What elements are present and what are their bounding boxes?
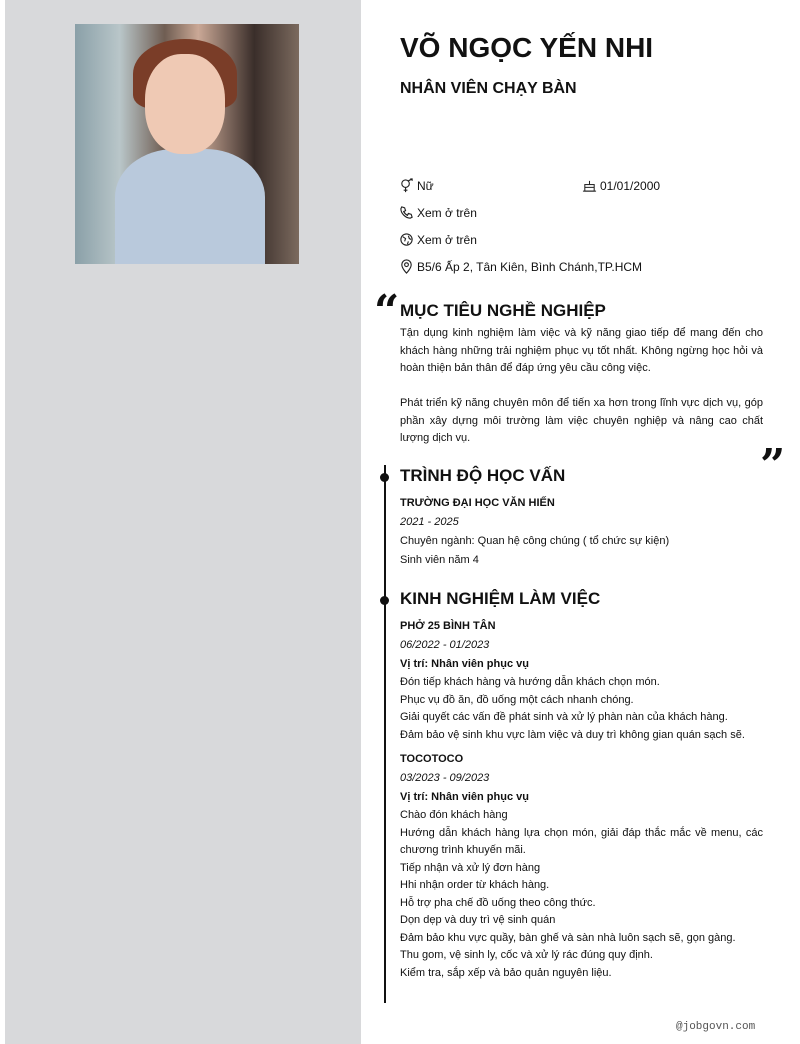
phone-row xyxy=(399,205,477,220)
email-row xyxy=(399,232,477,247)
job-duty: Phục vụ đồ ăn, đồ uống một cách nhanh chóng. xyxy=(400,693,634,706)
birthday-row xyxy=(582,178,660,193)
phone-value: Xem ở trên xyxy=(417,205,477,220)
job-entry xyxy=(400,750,763,982)
job-duty: Tiếp nhận và xử lý đơn hàng xyxy=(400,861,541,874)
globe-icon xyxy=(399,232,414,247)
email-value: Xem ở trên xyxy=(417,232,477,247)
objective-paragraph-1: Tận dụng kinh nghiệm làm việc và kỹ năng giao tiếp để mang đến cho khách hàng những trải nghiệm phục vụ tốt nhất. Không ngừng học hỏi và hoàn thiện bản thân để đáp ứng yêu cầu công việc. xyxy=(400,327,763,374)
job-duty: Chào đón khách hàng xyxy=(400,809,508,821)
job-duty: Dọn dẹp và duy trì vệ sinh quán xyxy=(400,914,556,926)
job-duty: Đảm bảo vệ sinh khu vực làm việc và duy trì không gian quán sạch sẽ. xyxy=(400,728,745,741)
phone-icon xyxy=(399,205,414,220)
job-title: NHÂN VIÊN CHẠY BÀN xyxy=(400,80,577,97)
close-quote-icon: ” xyxy=(760,440,786,491)
gender-value: Nữ xyxy=(417,178,434,193)
job-duty: Hhi nhận order từ khách hàng. xyxy=(400,879,550,891)
gender-row xyxy=(399,178,434,193)
job-position: Vị trí: Nhân viên phục vụ xyxy=(400,791,529,803)
education-line: Chuyên ngành: Quan hệ công chúng ( tổ chức sự kiện) xyxy=(400,535,670,547)
job-duty: Hướng dẫn khách hàng lựa chọn món, giải đáp thắc mắc về menu, các chương trình khuyến mãi. xyxy=(400,826,763,856)
education-heading: TRÌNH ĐỘ HỌC VẤN xyxy=(400,466,566,485)
education-section xyxy=(400,466,763,570)
company-name: PHỞ 25 BÌNH TÂN xyxy=(400,620,496,632)
experience-section xyxy=(400,589,763,982)
job-duty: Đảm bảo khu vực quầy, bàn ghế và sàn nhà luôn sạch sẽ, gọn gàng. xyxy=(400,931,736,944)
job-duty: Giải quyết các vấn đề phát sinh và xử lý phàn nàn của khách hàng. xyxy=(400,711,728,723)
education-line: Sinh viên năm 4 xyxy=(400,554,479,566)
timeline-dot xyxy=(380,596,389,605)
experience-heading: KINH NGHIỆM LÀM VIỆC xyxy=(400,589,601,608)
address-row xyxy=(399,259,642,274)
company-name: TOCOTOCO xyxy=(400,753,464,765)
job-duty: Kiểm tra, sắp xếp và bảo quản nguyên liệu. xyxy=(400,966,612,979)
candidate-name: VÕ NGỌC YẾN NHI xyxy=(400,32,654,63)
gender-icon xyxy=(399,178,414,193)
education-period: 2021 - 2025 xyxy=(400,516,459,528)
watermark: @jobgovn.com xyxy=(676,1021,756,1033)
job-duty: Thu gom, vệ sinh ly, cốc và xử lý rác đúng quy định. xyxy=(400,949,653,961)
school-name: TRƯỜNG ĐẠI HỌC VĂN HIẾN xyxy=(400,497,555,509)
timeline-dot xyxy=(380,473,389,482)
address-value: B5/6 Ấp 2, Tân Kiên, Bình Chánh,TP.HCM xyxy=(417,259,643,274)
job-period: 06/2022 - 01/2023 xyxy=(400,639,490,651)
open-quote-icon: “ xyxy=(374,286,400,337)
job-entry xyxy=(400,617,763,744)
objective-paragraph-2: Phát triển kỹ năng chuyên môn để tiến xa hơn trong lĩnh vực dịch vụ, góp phần xây dựng môi trường làm việc chuyên nghiệp và nâng cao chất lượng dịch vụ. xyxy=(400,397,763,444)
timeline-line xyxy=(384,465,386,1003)
job-duty: Hỗ trợ pha chế đồ uống theo công thức. xyxy=(400,896,596,909)
birthday-value: 01/01/2000 xyxy=(600,178,661,193)
location-pin-icon xyxy=(399,259,414,274)
job-duty: Đón tiếp khách hàng và hướng dẫn khách chọn món. xyxy=(400,676,660,688)
objective-heading: MỤC TIÊU NGHỀ NGHIỆP xyxy=(400,301,606,320)
cake-icon xyxy=(582,178,597,193)
profile-photo xyxy=(75,24,299,264)
job-period: 03/2023 - 09/2023 xyxy=(400,772,490,784)
job-position: Vị trí: Nhân viên phục vụ xyxy=(400,658,529,670)
